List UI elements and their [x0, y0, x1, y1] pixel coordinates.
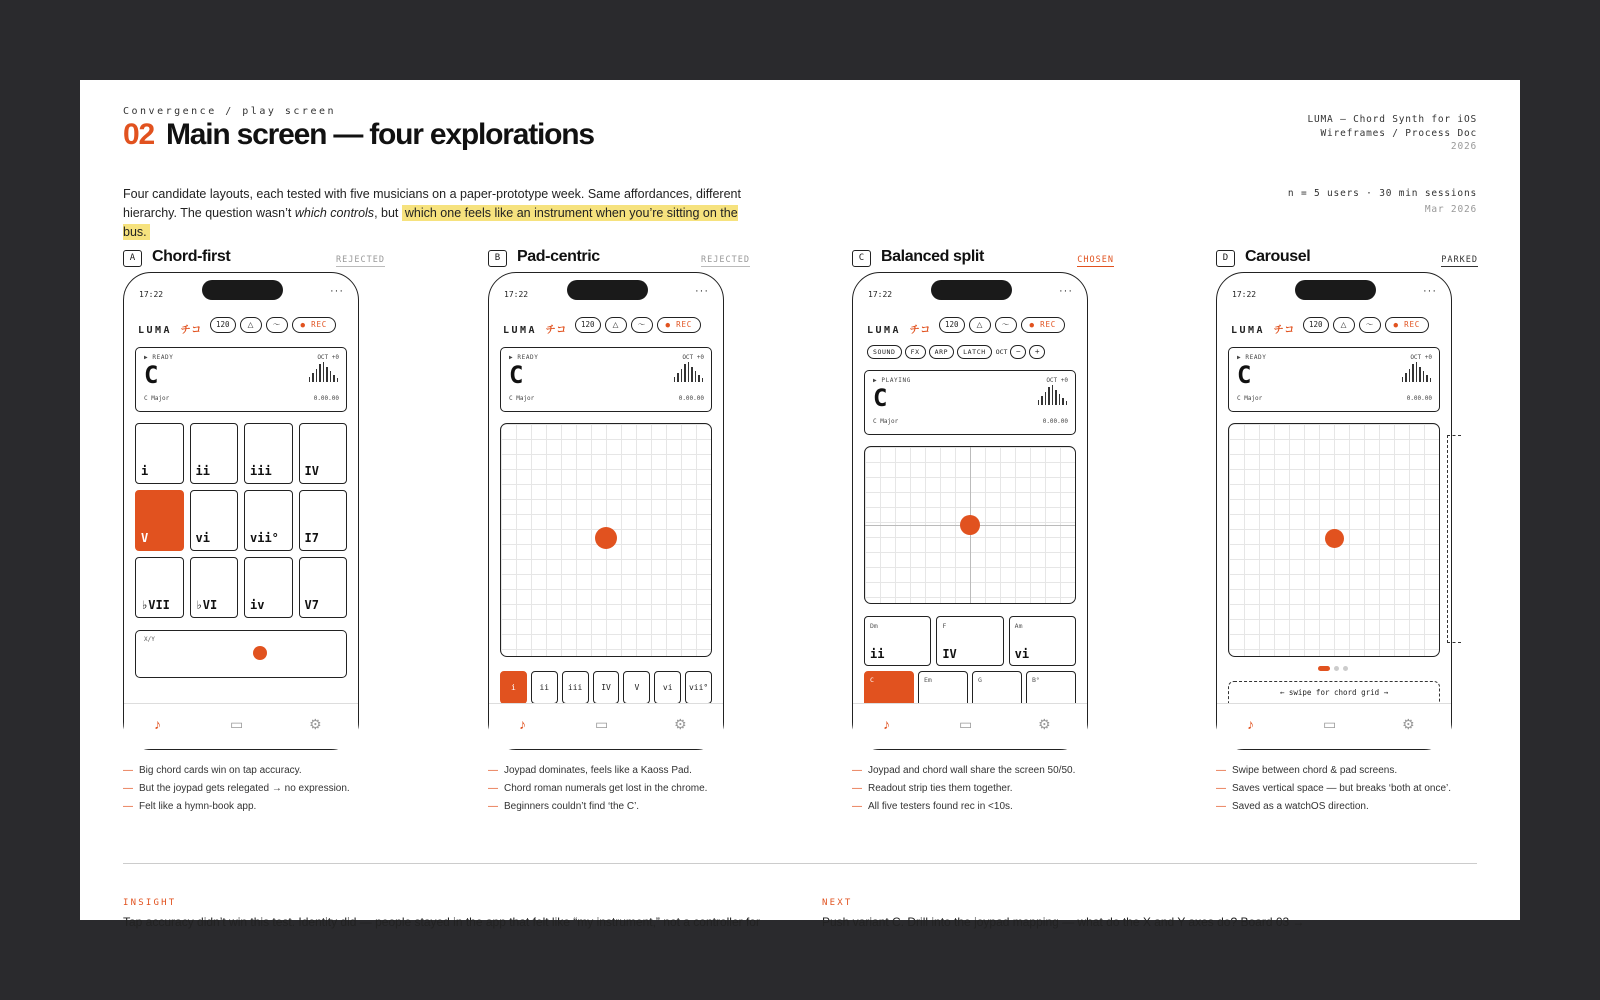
chord-key[interactable]: vii°: [685, 671, 712, 704]
chord-roman: IV: [304, 464, 319, 478]
variant-notes: [1216, 762, 1478, 816]
chord-roman: iii: [250, 464, 272, 478]
chord-card[interactable]: [190, 490, 239, 551]
readout-octave: OCT +0: [317, 354, 339, 361]
phone-wireframe: [488, 272, 724, 750]
variant-c-column: [852, 248, 1114, 812]
chord-card[interactable]: [936, 616, 1003, 666]
sound-controls: [867, 345, 1045, 359]
phone-wireframe: [123, 272, 359, 750]
variant-notes: [488, 762, 750, 816]
transport-chips: [575, 317, 701, 333]
chord-key[interactable]: iii: [562, 671, 589, 704]
readout-key: C Major: [144, 395, 170, 402]
transport-chips: [210, 317, 336, 333]
app-brand: [503, 321, 567, 336]
rec-button[interactable]: ● REC: [657, 317, 702, 333]
sine-wave-icon[interactable]: ～: [1359, 317, 1381, 333]
chord-roman: ♭VII: [141, 598, 170, 612]
readout-status: ▶ READY: [1237, 354, 1267, 361]
joypad[interactable]: [1228, 423, 1440, 657]
chord-roman: vii°: [250, 531, 279, 545]
chord-roman: iv: [250, 598, 265, 612]
chord-key-active[interactable]: i: [500, 671, 527, 704]
note-item: — Chord roman numerals get lost in the chrome.: [488, 780, 750, 798]
gear-icon[interactable]: ⚙: [674, 716, 687, 732]
bpm-chip[interactable]: 120: [210, 317, 236, 333]
variant-letter: A: [123, 250, 142, 267]
variant-name: Pad-centric: [517, 248, 600, 265]
intro-paragraph: [123, 185, 763, 242]
dynamic-island: [1295, 280, 1376, 300]
brand-name: LUMA: [867, 325, 902, 336]
sine-wave-icon[interactable]: ～: [631, 317, 653, 333]
footer-divider: [123, 863, 1477, 864]
doc-type: Wireframes / Process Doc: [1320, 127, 1477, 139]
chord-key[interactable]: ii: [531, 671, 558, 704]
browse-icon[interactable]: ▭: [595, 716, 609, 732]
bpm-chip[interactable]: 120: [575, 317, 601, 333]
page-title: [123, 118, 594, 152]
chord-card[interactable]: [135, 423, 184, 484]
variant-b-column: [488, 248, 750, 812]
more-icon[interactable]: ···: [330, 285, 344, 297]
insight-text: Tap accuracy didn’t win this test. Identity did — people stayed in the app that felt like “my instrument,” not a controller for: [123, 915, 760, 929]
status-time: 17:22: [1232, 290, 1257, 299]
chord-readout: [1228, 347, 1440, 412]
chord-roman: ii: [870, 647, 885, 661]
variant-letter: C: [852, 250, 871, 267]
variant-status: PARKED: [1441, 255, 1478, 265]
bpm-chip[interactable]: 120: [1303, 317, 1329, 333]
rec-button[interactable]: ● REC: [292, 317, 337, 333]
title-text: Main screen — four explorations: [165, 118, 594, 151]
gear-icon[interactable]: ⚙: [1402, 716, 1415, 732]
dynamic-island: [567, 280, 648, 300]
chord-roman: IV: [942, 647, 957, 661]
level-meter: [309, 362, 339, 382]
chord-card-grid: [135, 423, 347, 618]
level-meter: [1402, 362, 1432, 382]
triangle-wave-icon[interactable]: △: [1333, 317, 1355, 333]
variant-header: [1216, 248, 1478, 270]
note-item: — Readout strip ties them together.: [852, 780, 1114, 798]
chord-name: G: [978, 676, 982, 684]
note-item: — Saves vertical space — but breaks ‘both at once’.: [1216, 780, 1478, 798]
octave-down-button[interactable]: −: [1010, 345, 1026, 359]
intro-emphasis: which controls: [294, 206, 375, 220]
readout-octave: OCT +0: [682, 354, 704, 361]
note-item: — Saved as a watchOS direction.: [1216, 798, 1478, 816]
variant-header: [123, 248, 385, 270]
doc-product: LUMA — Chord Synth for iOS: [1307, 114, 1477, 125]
fx-chip[interactable]: FX: [905, 345, 926, 359]
gear-icon[interactable]: ⚙: [1038, 716, 1051, 732]
brand-name: LUMA: [1231, 325, 1266, 336]
browse-icon[interactable]: ▭: [230, 716, 244, 732]
dynamic-island: [931, 280, 1012, 300]
readout-chord: C: [144, 361, 159, 389]
level-meter: [1038, 385, 1068, 405]
arp-chip[interactable]: ARP: [929, 345, 955, 359]
chord-roman: I7: [304, 531, 319, 545]
chord-roman: V7: [304, 598, 319, 612]
readout-clock: 0.00.00: [678, 395, 704, 402]
readout-chord: C: [509, 361, 524, 389]
readout-clock: 0.00.00: [1042, 418, 1068, 425]
chord-key[interactable]: V: [623, 671, 650, 704]
variant-name: Balanced split: [881, 248, 984, 265]
section-number: 02: [123, 118, 154, 151]
readout-key: C Major: [873, 418, 899, 425]
stats-sample: n = 5 users · 30 min sessions: [1287, 188, 1477, 199]
brand-jp: チコ: [909, 325, 932, 336]
music-note-icon[interactable]: ♪: [519, 716, 526, 732]
section-eyebrow: Convergence / play screen: [123, 106, 337, 117]
variant-notes: [123, 762, 385, 816]
chord-card[interactable]: [299, 557, 348, 618]
chord-card[interactable]: [299, 490, 348, 551]
tab-bar: [489, 703, 723, 749]
status-time: 17:22: [139, 290, 164, 299]
readout-octave: OCT +0: [1046, 377, 1068, 384]
sound-chip[interactable]: SOUND: [867, 345, 902, 359]
joypad-cursor[interactable]: [960, 515, 980, 535]
transport-chips: [939, 317, 1065, 333]
doc-meta: [1307, 113, 1477, 154]
octave-up-button[interactable]: +: [1029, 345, 1045, 359]
chord-readout: [864, 370, 1076, 435]
latch-chip[interactable]: LATCH: [957, 345, 992, 359]
tab-bar: [1217, 703, 1451, 749]
readout-octave: OCT +0: [1410, 354, 1432, 361]
process-doc-sheet: [80, 80, 1520, 929]
chord-card[interactable]: [190, 423, 239, 484]
variant-status: CHOSEN: [1077, 255, 1114, 265]
tab-bar: [853, 703, 1087, 749]
joypad[interactable]: [864, 446, 1076, 604]
readout-status: ▶ READY: [144, 354, 174, 361]
status-time: 17:22: [868, 290, 893, 299]
tab-bar: [124, 703, 358, 749]
chord-name: B°: [1032, 676, 1040, 684]
readout-clock: 0.00.00: [313, 395, 339, 402]
dynamic-island: [202, 280, 283, 300]
chord-key[interactable]: IV: [593, 671, 620, 704]
brand-name: LUMA: [503, 325, 538, 336]
joypad-cursor[interactable]: [595, 527, 617, 549]
note-item: — Swipe between chord & pad screens.: [1216, 762, 1478, 780]
rec-button[interactable]: ● REC: [1021, 317, 1066, 333]
brand-name: LUMA: [138, 325, 173, 336]
app-brand: [1231, 321, 1295, 336]
chord-readout: [135, 347, 347, 412]
readout-clock: 0.00.00: [1406, 395, 1432, 402]
readout-chord: C: [873, 384, 888, 412]
triangle-wave-icon[interactable]: △: [240, 317, 262, 333]
readout-key: C Major: [509, 395, 535, 402]
note-item: — Joypad and chord wall share the screen 50/50.: [852, 762, 1114, 780]
readout-status: ▶ READY: [509, 354, 539, 361]
sine-wave-icon[interactable]: ～: [995, 317, 1017, 333]
chord-card[interactable]: [190, 557, 239, 618]
variant-name: Carousel: [1245, 248, 1311, 265]
chord-roman: V: [141, 531, 149, 545]
gear-icon[interactable]: ⚙: [309, 716, 322, 732]
insight-label: INSIGHT: [123, 898, 177, 908]
brand-jp: チコ: [545, 325, 568, 336]
intro-highlight: which one feels like an instrument when you’re sitting on the bus.: [123, 206, 738, 239]
variant-letter: D: [1216, 250, 1235, 267]
readout-status: ▶ PLAYING: [873, 377, 911, 384]
app-brand: [138, 321, 202, 336]
rec-button[interactable]: ● REC: [1385, 317, 1430, 333]
variant-header: [852, 248, 1114, 270]
note-item: — Big chord cards win on tap accuracy.: [123, 762, 385, 780]
note-item: — But the joypad gets relegated → no expression.: [123, 780, 385, 798]
more-icon[interactable]: ···: [695, 285, 709, 297]
music-note-icon[interactable]: ♪: [1247, 716, 1254, 732]
chord-wall: [864, 616, 1076, 666]
chord-card[interactable]: [135, 557, 184, 618]
more-icon[interactable]: ···: [1423, 285, 1437, 297]
chord-card[interactable]: [1009, 616, 1076, 666]
intro-text: Four candidate layouts, each tested with five musicians on a paper-prototype week. Same affordances, different hierarchy. The question wasn’t: [123, 187, 741, 220]
chord-name: F: [942, 622, 947, 630]
chord-roman: ii: [195, 464, 210, 478]
study-stats: [1288, 186, 1477, 218]
stats-date: Mar 2026: [1424, 204, 1477, 215]
more-icon[interactable]: ···: [1059, 285, 1073, 297]
chord-roman: vi: [195, 531, 210, 545]
chord-strip: [500, 671, 712, 704]
joypad[interactable]: [500, 423, 712, 657]
intro-text-mid: , but: [374, 206, 402, 220]
chord-key[interactable]: vi: [654, 671, 681, 704]
chord-card-active[interactable]: [135, 490, 184, 551]
chord-name: Am: [1014, 622, 1023, 630]
variant-name: Chord-first: [152, 248, 231, 265]
note-item: — All five testers found rec in <10s.: [852, 798, 1114, 816]
note-item: — Beginners couldn’t find ‘the C’.: [488, 798, 750, 816]
status-time: 17:22: [504, 290, 529, 299]
variant-status: REJECTED: [336, 255, 385, 265]
xy-label: X/Y: [144, 636, 155, 643]
variant-status: REJECTED: [701, 255, 750, 265]
note-item: — Joypad dominates, feels like a Kaoss Pad.: [488, 762, 750, 780]
variant-notes: [852, 762, 1114, 816]
brand-jp: チコ: [180, 325, 203, 336]
music-note-icon[interactable]: ♪: [883, 716, 890, 732]
chord-roman: i: [141, 464, 149, 478]
app-brand: [867, 321, 931, 336]
next-text: Push variant C. Drill into the joypad mapping — what do the X and Y axes do? Board 03 →: [822, 915, 1305, 929]
next-screen-peek: [1447, 435, 1461, 643]
chord-roman: ♭VI: [195, 598, 218, 612]
phone-wireframe: [1216, 272, 1452, 750]
chord-card[interactable]: [244, 557, 293, 618]
music-note-icon[interactable]: ♪: [154, 716, 161, 732]
chord-card[interactable]: [244, 423, 293, 484]
readout-chord: C: [1237, 361, 1252, 389]
variant-a-column: [123, 248, 385, 812]
browse-icon[interactable]: ▭: [1323, 716, 1337, 732]
chord-name: C: [870, 676, 874, 684]
chord-name: Dm: [870, 622, 878, 630]
phone-wireframe: [852, 272, 1088, 750]
chord-name: Em: [924, 676, 932, 684]
swipe-hint[interactable]: ← swipe for chord grid →: [1228, 681, 1440, 711]
variant-header: [488, 248, 750, 270]
bpm-chip[interactable]: 120: [939, 317, 965, 333]
variant-letter: B: [488, 250, 507, 267]
next-label: NEXT: [822, 898, 853, 908]
chord-card[interactable]: [864, 616, 931, 666]
transport-chips: [1303, 317, 1429, 333]
xy-cursor[interactable]: [253, 646, 267, 660]
chord-card[interactable]: [299, 423, 348, 484]
chord-readout: [500, 347, 712, 412]
chord-card[interactable]: [244, 490, 293, 551]
page-indicator[interactable]: [1318, 666, 1348, 671]
doc-year: 2026: [1450, 141, 1477, 152]
note-item: — Felt like a hymn-book app.: [123, 798, 385, 816]
brand-jp: チコ: [1273, 325, 1296, 336]
joypad-cursor[interactable]: [1325, 529, 1344, 548]
level-meter: [674, 362, 704, 382]
xy-strip[interactable]: [135, 630, 347, 678]
readout-key: C Major: [1237, 395, 1263, 402]
triangle-wave-icon[interactable]: △: [605, 317, 627, 333]
sine-wave-icon[interactable]: ～: [266, 317, 288, 333]
oct-label: OCT: [995, 348, 1008, 356]
browse-icon[interactable]: ▭: [959, 716, 973, 732]
chord-roman: vi: [1014, 647, 1030, 661]
variant-d-column: [1216, 248, 1478, 812]
triangle-wave-icon[interactable]: △: [969, 317, 991, 333]
